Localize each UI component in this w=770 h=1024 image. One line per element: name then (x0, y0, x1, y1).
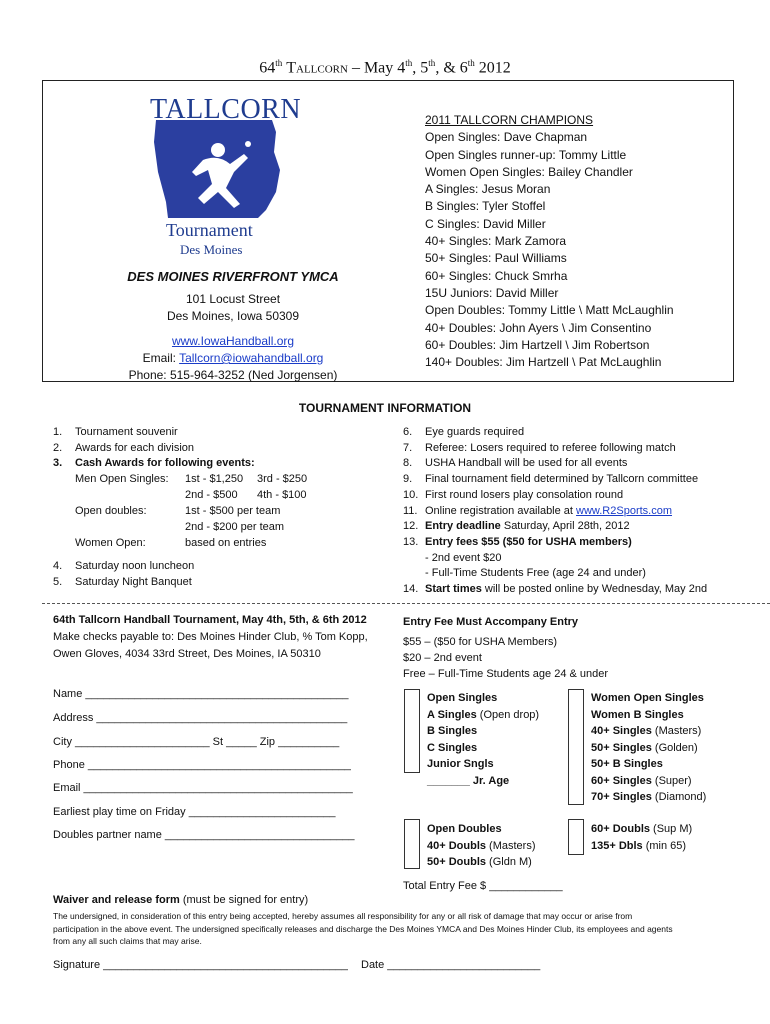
list-item: 3. Cash Awards for following events: (53, 457, 255, 470)
list-item: 14. Start times will be posted online by Wednesday, May 2nd (403, 583, 708, 596)
champion-line: 15U Juniors: David Miller (425, 285, 559, 300)
total-entry-fee-field[interactable]: Total Entry Fee $ ____________ (403, 880, 563, 892)
info-list-right (403, 425, 743, 598)
email-label: Email: (142, 351, 176, 365)
men-open-3rd: 3rd - $250 (257, 473, 308, 485)
checks-payable-line1: Make checks payable to: Des Moines Hinder Club, % Tom Kopp, (53, 631, 368, 643)
event-list-c (427, 821, 536, 871)
champion-line: 60+ Doubles: Jim Hartzell \ Jim Robertson (425, 337, 650, 352)
list-item: 9. Final tournament field determined by Tallcorn committee (403, 473, 699, 486)
logo-word-des-moines: Des Moines (180, 242, 243, 257)
champion-line: 40+ Singles: Mark Zamora (425, 234, 567, 249)
doubles-partner-field[interactable]: Doubles partner name _______________________________ (53, 829, 355, 841)
event-list-d (591, 821, 692, 854)
fee-heading: Entry Fee Must Accompany Entry (403, 616, 579, 628)
event-checkbox-column-c[interactable] (404, 819, 420, 869)
event-option: Women Open Singles (591, 692, 704, 704)
page-title: 64th Tallcorn – May 4th, 5th, & 6th 2012 (259, 58, 511, 77)
champion-line: Women Open Singles: Bailey Chandler (425, 164, 633, 179)
event-option: 60+ Doubls (Sup M) (591, 823, 693, 835)
venue-city: Des Moines, Iowa 50309 (166, 309, 300, 323)
list-item: 4. Saturday noon luncheon (53, 560, 195, 572)
event-option: 40+ Singles (Masters) (591, 725, 702, 737)
list-item: - 2nd event $20 (425, 551, 502, 564)
event-option: Open Doubles (427, 823, 502, 835)
event-option: C Singles (427, 741, 478, 754)
city-state-zip-field[interactable]: City ______________________ St _____ Zip __________ (53, 736, 340, 748)
men-open-1st: 1st - $1,250 (185, 473, 244, 485)
event-checkbox-column-a[interactable] (404, 689, 420, 773)
venue-email (78, 350, 388, 367)
info-list-left (53, 425, 383, 472)
women-open-value: based on entries (185, 537, 267, 549)
logo-word-tallcorn: TALLCORN (150, 94, 302, 125)
fee-line-1: $55 – ($50 for USHA Members) (403, 636, 558, 648)
champion-line: 40+ Doubles: John Ayers \ Jim Consentino (425, 320, 652, 335)
checks-payable-line2: Owen Gloves, 4034 33rd Street, Des Moines, IA 50310 (53, 648, 321, 660)
venue-name: DES MOINES RIVERFRONT YMCA (127, 269, 339, 284)
website-link[interactable]: www.IowaHandball.org (171, 334, 295, 348)
list-item: - Full-Time Students Free (age 24 and under) (425, 567, 646, 580)
men-open-4th: 4th - $100 (257, 489, 307, 501)
event-option: 135+ Dbls (min 65) (591, 839, 687, 852)
event-option: B Singles (427, 725, 478, 737)
list-item: 7. Referee: Losers required to referee following match (403, 441, 676, 454)
earliest-play-time-field[interactable]: Earliest play time on Friday ________________________ (53, 806, 336, 818)
women-open-label: Women Open: (75, 537, 146, 549)
champion-line: 50+ Singles: Paul Williams (425, 251, 567, 266)
list-item: 6. Eye guards required (403, 426, 525, 438)
info-heading: TOURNAMENT INFORMATION (298, 401, 472, 415)
open-doubles-label: Open doubles: (75, 505, 147, 517)
event-option: 50+ Singles (Golden) (591, 741, 698, 754)
phone-field[interactable]: Phone ___________________________________________ (53, 759, 351, 771)
signature-field[interactable]: Signature ________________________________________ (53, 959, 348, 971)
event-option: 50+ Doubls (Gldn M) (427, 856, 532, 868)
event-option: 60+ Singles (Super) (591, 774, 692, 787)
champion-line: 140+ Doubles: Jim Hartzell \ Pat McLaughlin (425, 355, 662, 370)
venue-street: 101 Locust Street (185, 292, 281, 306)
fee-line-2: $20 – 2nd event (403, 652, 482, 664)
email-field[interactable]: Email ____________________________________________ (53, 782, 353, 794)
address-field[interactable]: Address _________________________________________ (53, 712, 348, 724)
event-option: Open Singles (427, 692, 498, 704)
list-item: 2. Awards for each division (53, 441, 195, 454)
event-option: A Singles (Open drop) (427, 708, 540, 721)
event-checkbox-column-d[interactable] (568, 819, 584, 855)
champion-line: 60+ Singles: Chuck Smrha (425, 268, 568, 283)
waiver-heading: Waiver and release form (must be signed for entry) (53, 894, 309, 906)
venue-phone: Phone: 515-964-3252 (Ned Jorgensen) (128, 368, 338, 382)
champion-line: A Singles: Jesus Moran (425, 182, 551, 197)
logo-word-tournament: Tournament (166, 220, 253, 240)
event-option: Junior Sngls (427, 758, 494, 770)
event-option: 70+ Singles (Diamond) (591, 791, 707, 803)
list-item: 13. Entry fees $55 ($50 for USHA members) (403, 535, 632, 548)
form-heading: 64th Tallcorn Handball Tournament, May 4th, 5th, & 6th 2012 (53, 614, 367, 626)
men-open-label: Men Open Singles: (75, 473, 169, 485)
event-option: 50+ B Singles (591, 758, 663, 770)
men-open-2nd: 2nd - $500 (185, 489, 238, 501)
champion-line: Open Singles: Dave Chapman (425, 130, 588, 145)
list-item: 8. USHA Handball will be used for all events (403, 457, 628, 470)
list-item: 10. First round losers play consolation round (403, 488, 624, 501)
cut-line (42, 603, 770, 604)
event-option: Women B Singles (591, 708, 684, 721)
info-list-left-2 (53, 559, 383, 590)
event-list-b (591, 690, 706, 806)
event-list-a (427, 690, 539, 789)
email-link[interactable]: Tallcorn@iowahandball.org (179, 351, 324, 365)
open-doubles-2nd: 2nd - $200 per team (185, 521, 285, 533)
list-item: 12. Entry deadline Saturday, April 28th, 2012 (403, 520, 630, 533)
open-doubles-1st: 1st - $500 per team (185, 505, 281, 517)
champion-line: Open Doubles: Tommy Little \ Matt McLaughlin (425, 303, 674, 318)
list-item: 11. Online registration available at www.R2Sports.com (403, 504, 673, 517)
event-option: _______ Jr. Age (427, 774, 510, 787)
champion-line: C Singles: David Miller (425, 216, 546, 231)
champion-line: B Singles: Tyler Stoffel (425, 199, 546, 214)
waiver-text: The undersigned, in consideration of this entry being accepted, hereby assumes all responsibility for any or all risk of damage that may occur or arise from participation in the above event. The undersigned specifically releases and discharge the Des Moines YMCA and Des Moines Hinder Club, its employees and agents from any all such claims that may arise. (53, 911, 673, 946)
event-checkbox-column-b[interactable] (568, 689, 584, 805)
fee-line-3: Free – Full-Time Students age 24 & under (403, 668, 609, 680)
champion-line: Open Singles runner-up: Tommy Little (425, 147, 627, 162)
r2sports-link[interactable]: www.R2Sports.com (576, 504, 673, 517)
name-field[interactable]: Name ___________________________________________ (53, 688, 349, 700)
tallcorn-logo (148, 92, 302, 262)
list-item: 5. Saturday Night Banquet (53, 575, 192, 588)
list-item: 1. Tournament souvenir (53, 426, 178, 438)
date-field[interactable]: Date _________________________ (361, 959, 541, 971)
champions-heading: 2011 TALLCORN CHAMPIONS (425, 113, 594, 127)
event-option: 40+ Doubls (Masters) (427, 839, 536, 852)
champions-list (425, 112, 674, 371)
